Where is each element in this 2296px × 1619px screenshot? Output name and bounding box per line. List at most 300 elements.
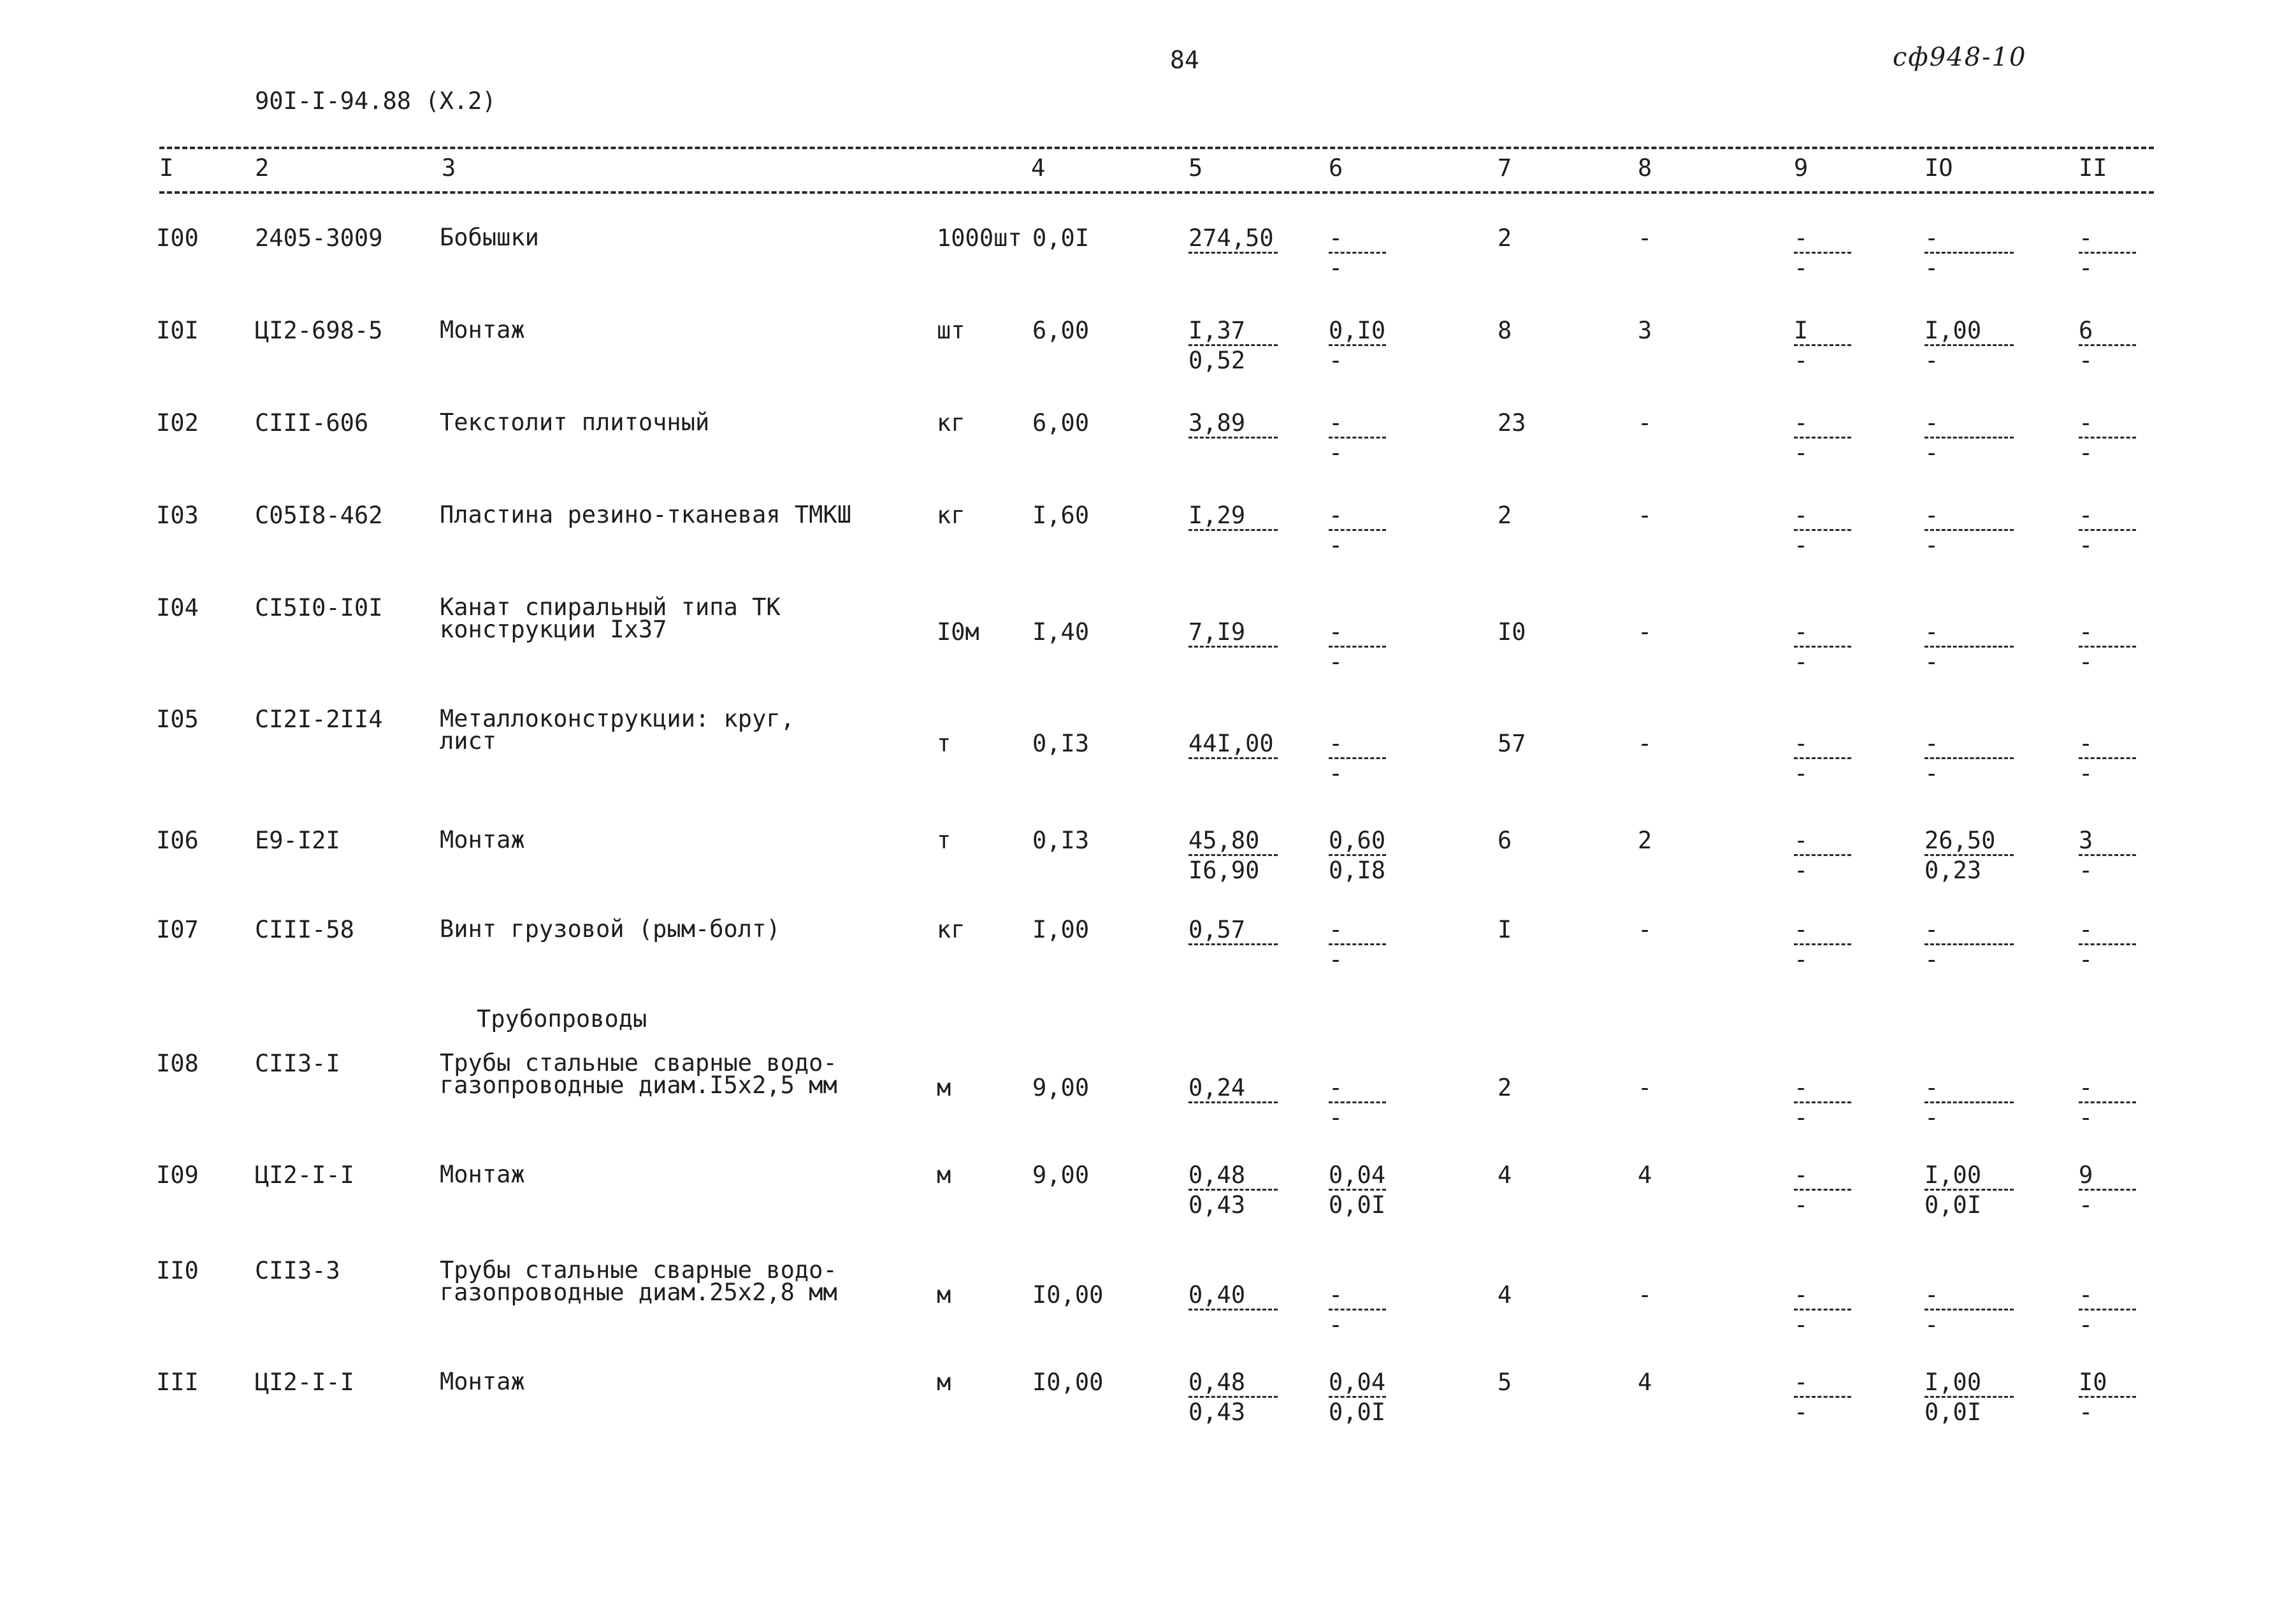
col11-value — [2079, 620, 2136, 674]
col6-value — [1329, 1163, 1386, 1217]
col5-value-divider — [1188, 1396, 1278, 1398]
col10-value — [1924, 732, 2014, 785]
col5-value — [1188, 829, 1278, 882]
row-code: Е9-I2I — [255, 827, 340, 854]
col10-value — [1924, 411, 2014, 465]
col6-value-bottom: 0,0I — [1329, 1398, 1386, 1426]
col9-value — [1794, 620, 1851, 674]
col5-value-divider — [1188, 943, 1278, 945]
row-unit: м — [937, 1369, 951, 1396]
col6-value-bottom: - — [1329, 1311, 1343, 1339]
col10-value-divider — [1924, 344, 2014, 346]
col9-value-divider — [1794, 757, 1851, 759]
col5-value-top: 0,48 — [1188, 1161, 1246, 1189]
col11-value-top: - — [2079, 618, 2093, 646]
row-name — [440, 1256, 837, 1307]
col9-value-top: - — [1794, 618, 1809, 646]
col5-value — [1188, 504, 1278, 557]
col9-value-top: - — [1794, 827, 1809, 854]
col11-value-bottom: - — [2079, 1311, 2093, 1339]
col7-value: 2 — [1498, 1074, 1512, 1101]
col10-value-divider — [1924, 1189, 2014, 1191]
col9-value — [1794, 1283, 1851, 1337]
row-code: СI2I-2II4 — [255, 706, 383, 733]
col6-value-top: 0,04 — [1329, 1161, 1386, 1189]
col11-value-bottom: - — [2079, 648, 2093, 676]
col10-value-top: 26,50 — [1924, 827, 1996, 854]
col11-value-bottom: - — [2079, 254, 2093, 282]
col9-value — [1794, 829, 1851, 882]
row-quantity: 9,00 — [1032, 1074, 1090, 1101]
col10-value-bottom: - — [1924, 347, 1939, 374]
row-number: I0I — [156, 317, 199, 344]
header-col-5: 5 — [1188, 154, 1203, 182]
col6-value-top: - — [1329, 224, 1343, 252]
col11-value — [2079, 1283, 2136, 1337]
col6-value-divider — [1329, 252, 1386, 254]
col5-value-top: 7,I9 — [1188, 618, 1246, 646]
row-quantity: 6,00 — [1032, 317, 1090, 344]
col9-value-divider — [1794, 943, 1851, 945]
col10-value-divider — [1924, 252, 2014, 254]
col6-value-bottom: - — [1329, 347, 1343, 374]
row-quantity: 0,I3 — [1032, 827, 1090, 854]
col10-value-divider — [1924, 646, 2014, 648]
row-name-line: Монтаж — [440, 1368, 525, 1395]
row-quantity: I,60 — [1032, 502, 1090, 529]
row-name-line: Канат спиральный типа ТК — [440, 593, 781, 621]
col9-value-bottom: - — [1794, 760, 1809, 787]
col6-value-top: - — [1329, 1074, 1343, 1101]
col9-value-bottom: - — [1794, 648, 1809, 676]
col11-value-divider — [2079, 437, 2136, 439]
col6-value-bottom: - — [1329, 254, 1343, 282]
col6-value-bottom: - — [1329, 946, 1343, 973]
table-row — [0, 593, 2296, 676]
col6-value-top: - — [1329, 730, 1343, 757]
col10-value-top: - — [1924, 730, 1939, 757]
row-number: II0 — [156, 1257, 199, 1284]
col5-value-top: 0,40 — [1188, 1281, 1246, 1309]
col5-value-divider — [1188, 529, 1278, 531]
col7-value: 23 — [1498, 409, 1526, 437]
col7-value: I — [1498, 916, 1512, 943]
col11-value-bottom: - — [2079, 347, 2093, 374]
col5-value-top: 3,89 — [1188, 409, 1246, 437]
row-unit: м — [937, 1161, 951, 1189]
col6-value — [1329, 620, 1386, 674]
row-code: СIII-606 — [255, 409, 369, 437]
col11-value-divider — [2079, 1309, 2136, 1310]
header-col-4: 4 — [1031, 154, 1046, 182]
col5-value-bottom — [1188, 948, 1278, 971]
table-row — [0, 1370, 2296, 1447]
row-number: I03 — [156, 502, 199, 529]
col8-value: 2 — [1638, 827, 1652, 854]
col8-value: - — [1638, 916, 1652, 943]
row-quantity: 0,I3 — [1032, 730, 1090, 757]
col10-value-bottom: 0,0I — [1924, 1398, 1982, 1426]
col5-value-bottom — [1188, 1106, 1278, 1129]
handwritten-code: сф948-10 — [1893, 43, 2027, 72]
row-name-line: Трубы стальные сварные водо- — [440, 1049, 837, 1077]
col11-value-top: 3 — [2079, 827, 2093, 854]
col10-value-top: - — [1924, 1074, 1939, 1101]
row-code: СIII-58 — [255, 916, 354, 943]
row-unit: т — [937, 730, 951, 757]
col5-value-divider — [1188, 1309, 1278, 1310]
col10-value-divider — [1924, 1101, 2014, 1103]
col5-value-bottom — [1188, 1313, 1278, 1337]
col5-value-bottom — [1188, 650, 1278, 674]
section-title: Трубопроводы — [477, 1005, 647, 1033]
col5-value-bottom: 0,52 — [1188, 347, 1246, 374]
col11-value-bottom: - — [2079, 439, 2093, 467]
col11-value — [2079, 1076, 2136, 1129]
col10-value-bottom: - — [1924, 648, 1939, 676]
header-col-6: 6 — [1329, 154, 1343, 182]
col9-value-divider — [1794, 437, 1851, 439]
col11-value-top: 9 — [2079, 1161, 2093, 1189]
row-unit: кг — [937, 916, 965, 943]
table-row — [0, 1049, 2296, 1131]
col5-value-divider — [1188, 646, 1278, 648]
col10-value-divider — [1924, 757, 2014, 759]
col11-value-bottom: - — [2079, 946, 2093, 973]
col5-value-divider — [1188, 854, 1278, 856]
col11-value — [2079, 918, 2136, 971]
col9-value-bottom: - — [1794, 946, 1809, 973]
row-name — [440, 501, 852, 528]
col6-value-bottom: 0,I8 — [1329, 857, 1386, 884]
row-name-line: газопроводные диам.I5х2,5 мм — [440, 1071, 837, 1100]
table-row — [0, 1163, 2296, 1240]
row-name-line: лист — [440, 727, 497, 755]
col6-value — [1329, 226, 1386, 280]
col6-value-top: - — [1329, 502, 1343, 529]
col10-value-bottom: - — [1924, 532, 1939, 559]
col5-value — [1188, 1163, 1278, 1217]
row-number: I07 — [156, 916, 199, 943]
col9-value-bottom: - — [1794, 439, 1809, 467]
row-unit: м — [937, 1074, 951, 1101]
header-col-8: 8 — [1638, 154, 1652, 182]
col11-value — [2079, 411, 2136, 465]
col9-value-bottom: - — [1794, 532, 1809, 559]
row-name — [440, 826, 525, 853]
table-row — [0, 501, 2296, 580]
col10-value-top: I,00 — [1924, 1369, 1982, 1396]
col11-value-bottom: - — [2079, 1191, 2093, 1219]
col6-value-bottom: - — [1329, 439, 1343, 467]
col10-value — [1924, 620, 2014, 674]
col9-value-bottom: - — [1794, 1191, 1809, 1219]
row-number: I06 — [156, 827, 199, 854]
col5-value-divider — [1188, 252, 1278, 254]
col6-value-divider — [1329, 437, 1386, 439]
row-name — [440, 705, 795, 755]
row-quantity: 9,00 — [1032, 1161, 1090, 1189]
table-row — [0, 826, 2296, 905]
col5-value-divider — [1188, 344, 1278, 346]
col10-value-top: - — [1924, 502, 1939, 529]
col9-value-top: - — [1794, 730, 1809, 757]
col5-value — [1188, 226, 1278, 280]
row-name — [440, 1049, 837, 1100]
col5-value-top: I,37 — [1188, 317, 1246, 344]
col6-value-bottom: - — [1329, 1104, 1343, 1131]
col6-value-divider — [1329, 1189, 1386, 1191]
col10-value-bottom: - — [1924, 254, 1939, 282]
col9-value — [1794, 1076, 1851, 1129]
row-name-line: Монтаж — [440, 1161, 525, 1188]
col11-value-top: - — [2079, 730, 2093, 757]
col6-value — [1329, 504, 1386, 557]
table-row — [0, 411, 2296, 488]
col9-value-top: - — [1794, 916, 1809, 943]
col6-value — [1329, 411, 1386, 465]
col9-value-bottom: - — [1794, 1398, 1809, 1426]
header-col-10: IO — [1924, 154, 1953, 182]
col7-value: 8 — [1498, 317, 1512, 344]
col11-value-top: - — [2079, 916, 2093, 943]
col10-value — [1924, 1163, 2014, 1217]
col9-value-top: - — [1794, 409, 1809, 437]
row-unit: т — [937, 827, 951, 854]
col11-value-divider — [2079, 943, 2136, 945]
col10-value — [1924, 829, 2014, 882]
col11-value — [2079, 226, 2136, 280]
col10-value-bottom: 0,0I — [1924, 1191, 1982, 1219]
col11-value-top: - — [2079, 409, 2093, 437]
col11-value — [2079, 504, 2136, 557]
row-name-line: Металлоконструкции: круг, — [440, 705, 795, 732]
col10-value-bottom: - — [1924, 760, 1939, 787]
col9-value-top: - — [1794, 1369, 1809, 1396]
col10-value-top: I,00 — [1924, 317, 1982, 344]
col9-value-top: - — [1794, 224, 1809, 252]
col5-value-top: 44I,00 — [1188, 730, 1274, 757]
col11-value-top: - — [2079, 1281, 2093, 1309]
row-name — [440, 1370, 525, 1393]
col10-value-bottom: 0,23 — [1924, 857, 1982, 884]
col10-value-divider — [1924, 943, 2014, 945]
col8-value: - — [1638, 618, 1652, 646]
row-quantity: I0,00 — [1032, 1281, 1104, 1309]
row-quantity: 0,0I — [1032, 224, 1090, 252]
col9-value-top: I — [1794, 317, 1809, 344]
col9-value — [1794, 732, 1851, 785]
row-unit: м — [937, 1281, 951, 1309]
col9-value-bottom: - — [1794, 857, 1809, 884]
col5-value-top: 0,48 — [1188, 1369, 1246, 1396]
row-name-line: Текстолит плиточный — [440, 409, 710, 436]
col8-value: - — [1638, 1074, 1652, 1101]
col11-value — [2079, 1163, 2136, 1217]
col11-value-divider — [2079, 252, 2136, 254]
col10-value-top: I,00 — [1924, 1161, 1982, 1189]
col6-value-divider — [1329, 757, 1386, 759]
col6-value-top: - — [1329, 409, 1343, 437]
col8-value: - — [1638, 224, 1652, 252]
row-number: I04 — [156, 594, 199, 621]
row-number: I02 — [156, 409, 199, 437]
col5-value-top: 274,50 — [1188, 224, 1274, 252]
col6-value-bottom: - — [1329, 532, 1343, 559]
col5-value — [1188, 1370, 1278, 1424]
col10-value-bottom: - — [1924, 1104, 1939, 1131]
col6-value-top: - — [1329, 916, 1343, 943]
col5-value-bottom: I6,90 — [1188, 857, 1260, 884]
row-name-line: Винт грузовой (рым-болт) — [440, 915, 781, 943]
row-code: ЦI2-698-5 — [255, 317, 383, 344]
col10-value-top: - — [1924, 224, 1939, 252]
col6-value-divider — [1329, 1396, 1386, 1398]
col11-value-divider — [2079, 646, 2136, 648]
row-number: I00 — [156, 224, 199, 252]
col5-value — [1188, 1283, 1278, 1337]
col6-value-divider — [1329, 529, 1386, 531]
col9-value-divider — [1794, 854, 1851, 856]
col9-value-bottom: - — [1794, 1311, 1809, 1339]
col10-value — [1924, 319, 2014, 372]
col9-value — [1794, 1370, 1851, 1424]
col10-value-divider — [1924, 437, 2014, 439]
row-unit: 1000шт — [937, 224, 1022, 252]
col8-value: 3 — [1638, 317, 1652, 344]
row-quantity: I,40 — [1032, 618, 1090, 646]
col6-value-divider — [1329, 344, 1386, 346]
row-quantity: I,00 — [1032, 916, 1090, 943]
row-quantity: I0,00 — [1032, 1369, 1104, 1396]
col8-value: - — [1638, 409, 1652, 437]
col11-value-divider — [2079, 344, 2136, 346]
col9-value-divider — [1794, 646, 1851, 648]
row-code: ЦI2-I-I — [255, 1161, 354, 1189]
col6-value-divider — [1329, 646, 1386, 648]
col10-value — [1924, 1076, 2014, 1129]
col6-value — [1329, 1370, 1386, 1424]
col5-value-bottom — [1188, 256, 1278, 280]
col6-value — [1329, 319, 1386, 372]
col5-value — [1188, 620, 1278, 674]
col9-value-divider — [1794, 252, 1851, 254]
col6-value-top: 0,I0 — [1329, 317, 1386, 344]
col7-value: 2 — [1498, 224, 1512, 252]
col6-value-bottom: - — [1329, 648, 1343, 676]
row-name-line: Бобышки — [440, 224, 539, 251]
row-name — [440, 409, 710, 436]
col11-value — [2079, 319, 2136, 372]
col11-value-top: I0 — [2079, 1369, 2107, 1396]
col8-value: - — [1638, 502, 1652, 529]
col9-value — [1794, 1163, 1851, 1217]
row-number: I08 — [156, 1050, 199, 1077]
page-number: 84 — [1170, 46, 1199, 74]
col10-value-top: - — [1924, 1281, 1939, 1309]
col9-value — [1794, 504, 1851, 557]
col11-value-top: - — [2079, 1074, 2093, 1101]
col10-value — [1924, 1370, 2014, 1424]
table-row — [0, 1256, 2296, 1339]
col10-value-top: - — [1924, 409, 1939, 437]
row-unit: кг — [937, 502, 965, 529]
col11-value-divider — [2079, 757, 2136, 759]
col5-value — [1188, 1076, 1278, 1129]
col10-value — [1924, 504, 2014, 557]
col8-value: - — [1638, 1281, 1652, 1309]
col11-value — [2079, 732, 2136, 785]
row-name-line: Монтаж — [440, 826, 525, 853]
row-code: СII3-I — [255, 1050, 340, 1077]
col10-value — [1924, 1283, 2014, 1337]
col11-value-top: - — [2079, 502, 2093, 529]
col7-value: 4 — [1498, 1161, 1512, 1189]
row-code: СI5I0-I0I — [255, 594, 383, 621]
table-row — [0, 915, 2296, 994]
col5-value-top: 0,24 — [1188, 1074, 1246, 1101]
header-col-1: I — [159, 154, 174, 182]
col6-value-divider — [1329, 1101, 1386, 1103]
col11-value — [2079, 829, 2136, 882]
row-number: I09 — [156, 1161, 199, 1189]
table-row — [0, 226, 2296, 303]
header-col-2: 2 — [255, 154, 270, 182]
col11-value-bottom: - — [2079, 760, 2093, 787]
col9-value-divider — [1794, 1309, 1851, 1310]
col8-value: 4 — [1638, 1369, 1652, 1396]
col5-value-bottom: 0,43 — [1188, 1191, 1246, 1219]
row-quantity: 6,00 — [1032, 409, 1090, 437]
col11-value-bottom: - — [2079, 1398, 2093, 1426]
col11-value-top: - — [2079, 224, 2093, 252]
col10-value — [1924, 918, 2014, 971]
col6-value-divider — [1329, 943, 1386, 945]
row-number: I05 — [156, 706, 199, 733]
col9-value-top: - — [1794, 1074, 1809, 1101]
row-unit: I0м — [937, 618, 979, 646]
col7-value: 6 — [1498, 827, 1512, 854]
row-name-line: Трубы стальные сварные водо- — [440, 1256, 837, 1284]
col8-value: - — [1638, 730, 1652, 757]
col8-value: 4 — [1638, 1161, 1652, 1189]
col7-value: I0 — [1498, 618, 1526, 646]
table-row — [0, 316, 2296, 395]
col11-value-bottom: - — [2079, 532, 2093, 559]
col11-value-top: 6 — [2079, 317, 2093, 344]
header-bottom-rule — [159, 191, 2154, 194]
col5-value — [1188, 732, 1278, 785]
col9-value-bottom: - — [1794, 1104, 1809, 1131]
col6-value-bottom: - — [1329, 760, 1343, 787]
col7-value: 2 — [1498, 502, 1512, 529]
document-code: 90I-I-94.88 (X.2) — [255, 87, 496, 115]
col5-value-bottom — [1188, 441, 1278, 465]
col5-value-top: 0,57 — [1188, 916, 1246, 943]
col9-value — [1794, 226, 1851, 280]
col5-value-divider — [1188, 1101, 1278, 1103]
col11-value — [2079, 1370, 2136, 1424]
col9-value-divider — [1794, 1396, 1851, 1398]
col11-value-divider — [2079, 1189, 2136, 1191]
col6-value-top: 0,04 — [1329, 1369, 1386, 1396]
header-col-7: 7 — [1498, 154, 1512, 182]
col9-value-top: - — [1794, 1281, 1809, 1309]
col10-value-divider — [1924, 854, 2014, 856]
col6-value-divider — [1329, 854, 1386, 856]
col6-value — [1329, 829, 1386, 882]
col9-value-divider — [1794, 1101, 1851, 1103]
